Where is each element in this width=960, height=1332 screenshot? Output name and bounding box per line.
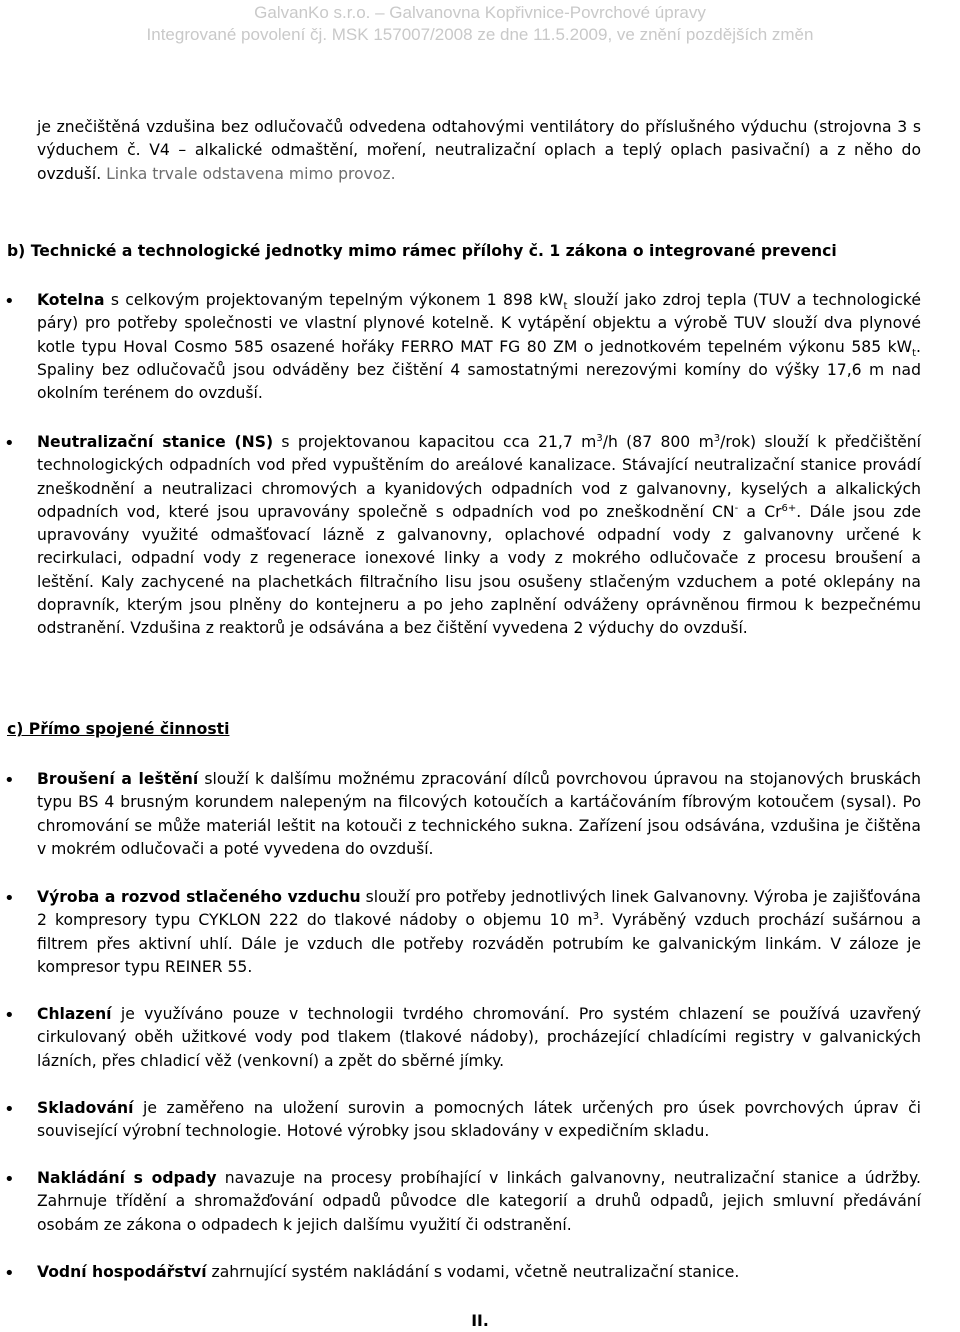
bullet-icon: •	[4, 888, 15, 909]
item-text: /h (87 800 m	[602, 433, 714, 451]
item-text: K vytápění objektu a výrobě TUV slouží dva plynové kotle typu Hoval Cosmo 585 osazené hořáky FERRO MAT FG 80 ZM o jednotkovém tepelném výkonu 585 kW	[37, 314, 921, 356]
intro-paragraph	[37, 116, 921, 186]
superscript: 6+	[781, 502, 797, 514]
subscript: t	[563, 301, 568, 313]
item-text: zahrnující systém nakládání s vodami, včetně neutralizační stanice.	[206, 1263, 740, 1281]
item-text: . Dále jsou zde upravovány využité odmašťovací lázně z galvanovny, oplachové odpadní vody z galvanovny určené k recirkulaci, odpadní vody z regenerace ionexové linky a vody z mokrého odlučovače z procesu broušení a leštění. Kaly zachycené na plachetkách filtračního lisu jsou osušeny stlačeným vzduchem a poté oklepány na dopravník, kterým jsou plněny do kontejneru a po jeho zaplnění odváženy oprávněnou firmou k bezpečnému odstranění. Vzdušina z reaktorů je odsávána a bez čištění vyvedena 2 výduchy do ovzduší.	[37, 502, 921, 638]
superscript: 3	[596, 432, 603, 444]
list-item-stlaceny-vzduch	[37, 886, 921, 979]
item-title: Výroba a rozvod stlačeného vzduchu	[37, 888, 361, 906]
superscript: 3	[592, 911, 600, 923]
section-c-heading: c) Přímo spojené činnosti	[7, 720, 230, 738]
superscript: -	[734, 502, 739, 514]
item-text: slouží jako zdroj tepla (TUV a technologické páry) pro potřeby společnosti ve vlastní plynové kotelně.	[37, 291, 921, 333]
item-text: je zaměřeno na uložení surovin a pomocných látek určených pro úsek povrchových úprav či související výrobní technologie. Hotové výrobky jsou skladovány v expedičním skladu.	[37, 1099, 921, 1141]
section-b-heading: b) Technické a technologické jednotky mimo rámec přílohy č. 1 zákona o integrované prevenci	[7, 242, 837, 260]
header-company: GalvanKo s.r.o. – Galvanovna Kopřivnice-Povrchové úpravy	[254, 3, 706, 22]
item-text: a Cr	[738, 502, 782, 521]
list-item-skladovani	[37, 1097, 921, 1144]
bullet-icon: •	[4, 1169, 15, 1190]
header-permit: Integrované povolení čj. MSK 157007/2008 ze dne 11.5.2009, ve znění pozdějších změn	[146, 25, 814, 44]
intro-text: je znečištěná vzdušina bez odlučovačů odvedena odtahovými ventilátory do příslušného výduchu (strojovna 3 s výduchem č. V4 – alkalické odmaštění, moření, neutralizační oplach a teplý oplach pasivační) a z něho do ovzduší.	[37, 118, 921, 183]
item-title: Chlazení	[37, 1005, 112, 1023]
subscript: t	[912, 347, 917, 359]
list-item-vodni-hospodarstvi	[37, 1261, 921, 1284]
intro-note-grey: Linka trvale odstavena mimo provoz.	[101, 164, 396, 183]
item-text: /rok) slouží k předčištění technologických odpadních vod před vypuštěním do areálové kanalizace. Stávající neutralizační stanice provádí zneškodnění a neutralizaci chromových a kyanidových odpadních vod z galvanovny, kyselých a alkalických odpadních vod, které jsou upravovány společně s odpadních vod po zneškodnění CN	[37, 433, 921, 521]
list-item-kotelna	[37, 289, 921, 405]
item-title: Broušení a leštění	[37, 770, 199, 788]
bullet-icon: •	[4, 770, 15, 791]
item-text: s projektovanou kapacitou cca 21,7 m	[273, 433, 597, 451]
item-title: Nakládání s odpady	[37, 1169, 217, 1187]
item-title: Kotelna	[37, 291, 105, 309]
item-text: . Vyráběný vzduch prochází sušárnou a filtrem přes aktivní uhlí. Dále je vzduch dle potřeby rozváděn potrubím ke galvanickým linkám. V záloze je kompresor typu REINER 55.	[37, 911, 921, 976]
list-item-odpady	[37, 1167, 921, 1237]
list-item-brouseni	[37, 768, 921, 861]
item-text: je využíváno pouze v technologii tvrdého chromování. Pro systém chlazení se používá uzavřený cirkulovaný oběh užitkové vody pod tlakem (tlakové nádoby), procházející chladícími registry v galvanických lázních, přes chladicí věž (venkovní) a zpět do sběrné jímky.	[37, 1005, 921, 1070]
list-item-neutralizacni-stanice	[37, 431, 921, 641]
bullet-icon: •	[4, 1005, 15, 1026]
item-text: . Spaliny bez odlučovačů jsou odváděny bez čištění 4 samostatnými nerezovými komíny do výšky 17,6 m nad okolním terénem do ovzduší.	[37, 337, 921, 403]
item-title: Vodní hospodářství	[37, 1263, 207, 1281]
item-title: Skladování	[37, 1099, 134, 1117]
item-text: s celkovým projektovaným tepelným výkonem 1 898 kW	[104, 291, 564, 309]
bullet-icon: •	[4, 291, 15, 312]
item-title: Neutralizační stanice (NS)	[37, 433, 274, 451]
bullet-icon: •	[4, 1263, 15, 1284]
item-text: slouží k dalšímu možnému zpracování dílců povrchovou úpravou na stojanových bruskách typu BS 4 brusným korundem nalepeným na filcových kotoučích a kartáčováním fíbrovým kotoučem (sysal). Po chromování se může materiál leštit na kotouči z technického sukna. Zařízení jsou odsávána, vzdušina je čištěna v mokrém odlučovači a poté vyvedena do ovzduší.	[37, 770, 921, 858]
bullet-icon: •	[4, 1099, 15, 1120]
page-number: II.	[471, 1312, 489, 1330]
bullet-icon: •	[4, 433, 15, 454]
item-text: navazuje na procesy probíhající v linkách galvanovny, neutralizační stanice a údržby. Zahrnuje třídění a shromažďování odpadů původce dle kategorií a druhů odpadů, jejich smluvní předávání osobám ze zákona o odpadech k jejich dalšímu využití či odstranění.	[37, 1169, 921, 1234]
superscript: 3	[713, 432, 721, 444]
list-item-chlazeni	[37, 1003, 921, 1073]
item-text: slouží pro potřeby jednotlivých linek Galvanovny. Výroba je zajišťována 2 kompresory typu CYKLON 222 do tlakové nádoby o objemu 10 m	[37, 888, 921, 930]
